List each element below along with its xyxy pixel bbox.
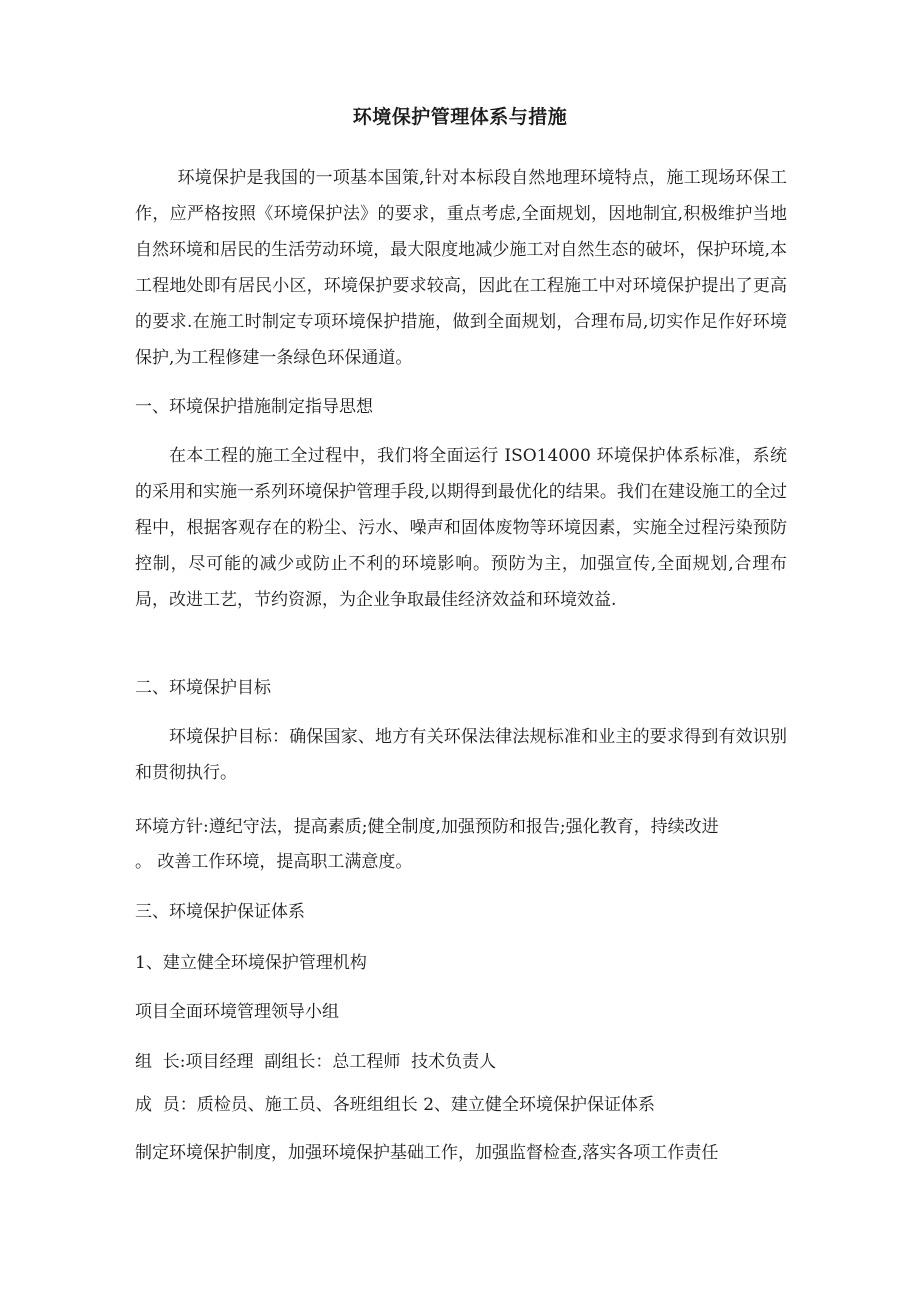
section3-heading: 三、环境保护保证体系 xyxy=(135,902,305,922)
leader-line: 组 长:项目经理 副组长：总工程师 技术负责人 xyxy=(135,1052,497,1072)
responsibility-line: 制定环境保护制度，加强环境保护基础工作，加强监督检查,落实各项工作责任 xyxy=(135,1143,719,1163)
document-title: 环境保护管理体系与措施 xyxy=(352,106,568,128)
policy-line-1: 环境方针:遵纪守法，提高素质;健全制度,加强预防和报告;强化教育，持续改进 xyxy=(135,817,719,837)
policy-line-2: 。 改善工作环境，提高职工满意度。 xyxy=(135,852,413,872)
section1-paragraph: 在本工程的施工全过程中，我们将全面运行 ISO14000 环境保护体系标准，系统的采用和实施一系列环境保护管理手段,以期得到最优化的结果。我们在建设施工的全过程中，根据客观存在的粉尘、污水、噪声和固体废物等环境因素，实施全过程污染预防控制，尽可能的减少或防止不利的环境影响。预防为主，加强宣传,全面规划,合理布局，改进工艺，节约资源，为企业争取最佳经济效益和环境效益. xyxy=(135,446,787,610)
group-name: 项目全面环境管理领导小组 xyxy=(135,1002,339,1022)
section1-heading: 一、环境保护措施制定指导思想 xyxy=(135,397,373,417)
intro-paragraph: 环境保护是我国的一项基本国策,针对本标段自然地理环境特点，施工现场环保工作，应严格按照《环境保护法》的要求，重点考虑,全面规划，因地制宜,积极维护当地自然环境和居民的生活劳动环境，最大限度地减少施工对自然生态的破坏，保护环境,本工程地处即有居民小区，环境保护要求较高，因此在工程施工中对环境保护提出了更高的要求.在施工时制定专项环境保护措施，做到全面规划，合理布局,切实作足作好环境保护,为工程修建一条绿色环保通道。 xyxy=(135,168,787,368)
section2-heading: 二、环境保护目标 xyxy=(135,678,271,698)
members-line: 成 员：质检员、施工员、各班组组长 2、建立健全环境保护保证体系 xyxy=(135,1095,656,1115)
section2-paragraph: 环境保护目标：确保国家、地方有关环保法律法规标准和业主的要求得到有效识别和贯彻执行。 xyxy=(135,727,787,783)
item1-heading: 1、建立健全环境保护管理机构 xyxy=(135,953,367,973)
